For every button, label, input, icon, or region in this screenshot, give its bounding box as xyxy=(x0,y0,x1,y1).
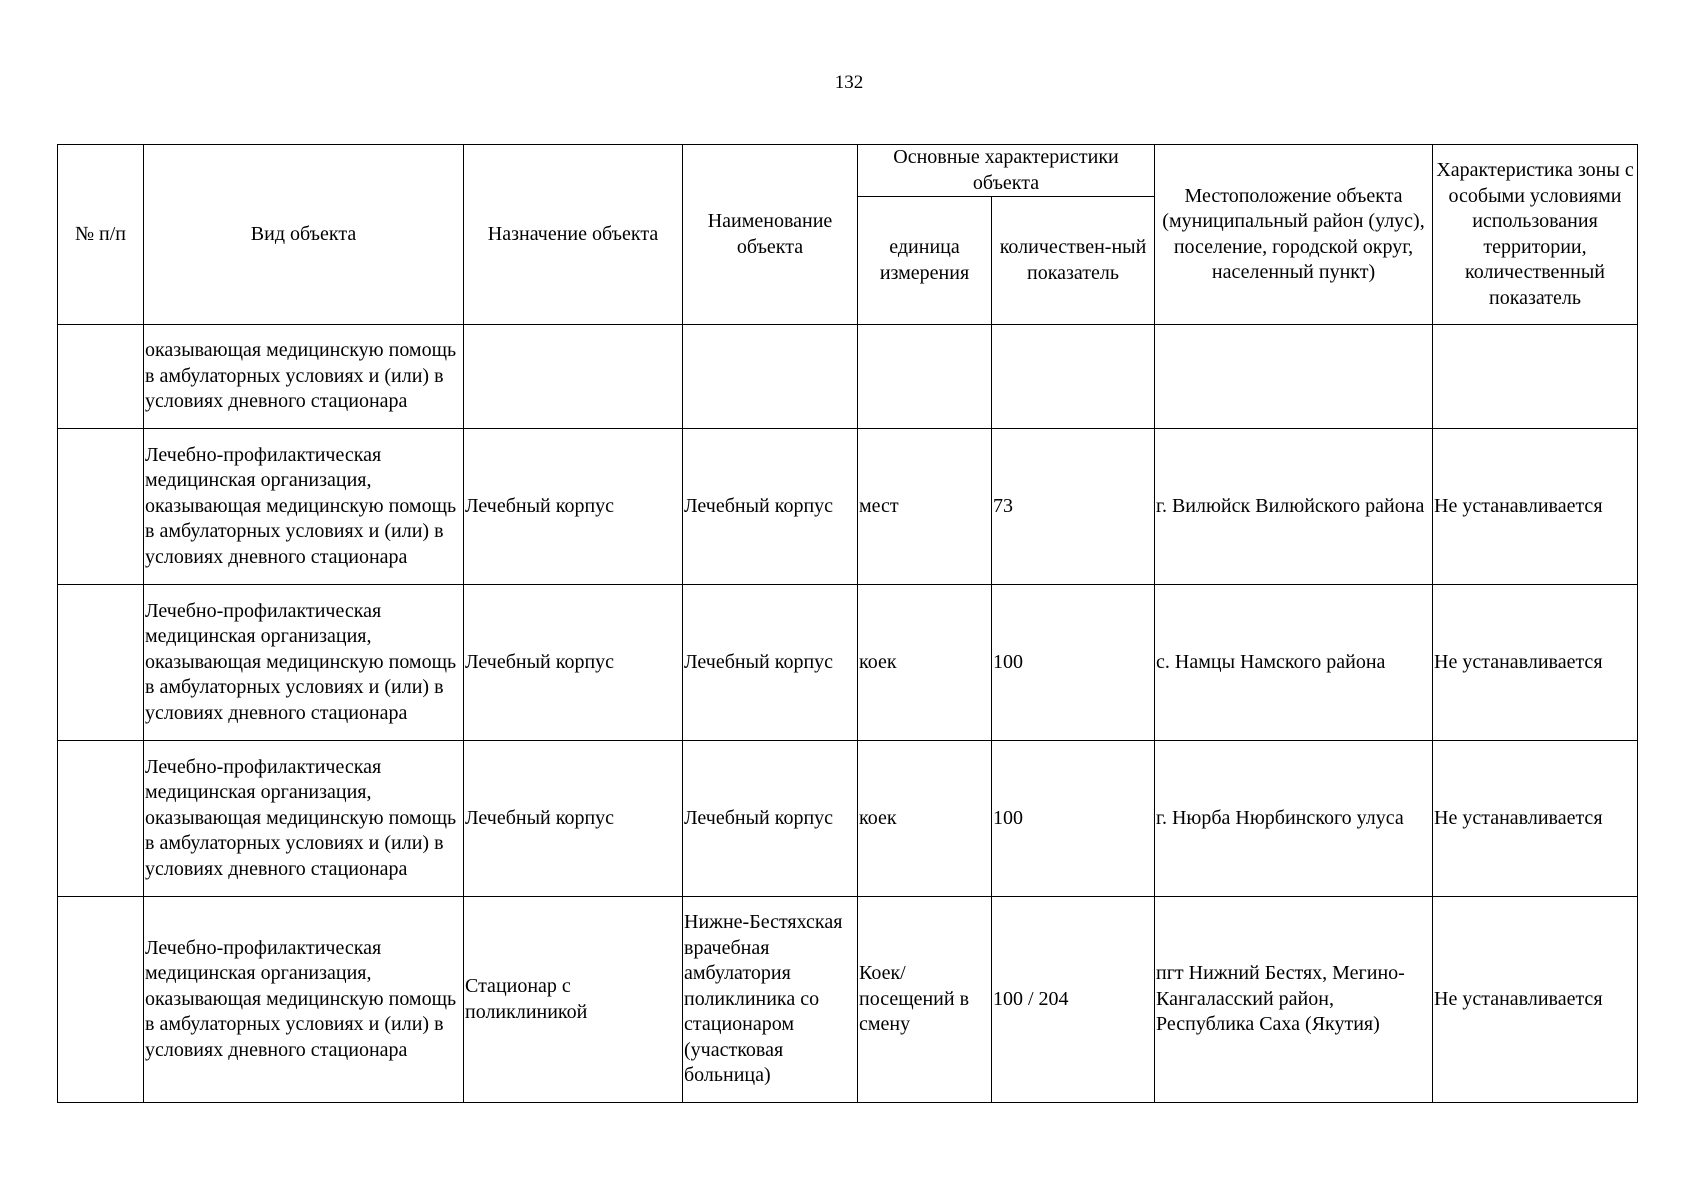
cell-quantity: 100 / 204 xyxy=(992,897,1155,1103)
cell-purpose: Лечебный корпус xyxy=(464,429,683,585)
cell-kind: Лечебно-профилактическая медицинская организация, оказывающая медицинскую помощь в амбулаторных условиях и (или) в условиях дневного стационара xyxy=(144,741,464,897)
cell-zone: Не устанавливается xyxy=(1433,585,1638,741)
cell-quantity: 100 xyxy=(992,741,1155,897)
cell-name: Лечебный корпус xyxy=(683,429,858,585)
cell-location: с. Намцы Намского района xyxy=(1155,585,1433,741)
objects-table xyxy=(57,144,1638,1103)
cell-quantity: 73 xyxy=(992,429,1155,585)
cell-purpose: Стационар с поликлиникой xyxy=(464,897,683,1103)
cell-name: Лечебный корпус xyxy=(683,741,858,897)
cell-purpose xyxy=(464,325,683,429)
cell-unit: коек xyxy=(858,741,992,897)
cell-kind: Лечебно-профилактическая медицинская организация, оказывающая медицинскую помощь в амбулаторных условиях и (или) в условиях дневного стационара xyxy=(144,897,464,1103)
cell-unit: коек xyxy=(858,585,992,741)
cell-zone: Не устанавливается xyxy=(1433,429,1638,585)
cell-num xyxy=(58,585,144,741)
header-unit: единица измерения xyxy=(858,197,992,325)
header-name: Наименование объекта xyxy=(683,145,858,325)
header-purpose: Назначение объекта xyxy=(464,145,683,325)
table-row xyxy=(58,741,1638,897)
cell-kind: Лечебно-профилактическая медицинская организация, оказывающая медицинскую помощь в амбулаторных условиях и (или) в условиях дневного стационара xyxy=(144,585,464,741)
cell-kind: оказывающая медицинскую помощь в амбулаторных условиях и (или) в условиях дневного стационара xyxy=(144,325,464,429)
cell-zone xyxy=(1433,325,1638,429)
table-row xyxy=(58,897,1638,1103)
cell-num xyxy=(58,429,144,585)
table-row xyxy=(58,429,1638,585)
cell-name: Нижне-Бестяхская врачебная амбулатория поликлиника со стационаром (участковая больница) xyxy=(683,897,858,1103)
cell-kind: Лечебно-профилактическая медицинская организация, оказывающая медицинскую помощь в амбулаторных условиях и (или) в условиях дневного стационара xyxy=(144,429,464,585)
cell-zone: Не устанавливается xyxy=(1433,741,1638,897)
cell-quantity: 100 xyxy=(992,585,1155,741)
table-body xyxy=(58,325,1638,1103)
header-num: № п/п xyxy=(58,145,144,325)
cell-name: Лечебный корпус xyxy=(683,585,858,741)
cell-name xyxy=(683,325,858,429)
cell-purpose: Лечебный корпус xyxy=(464,585,683,741)
header-main-characteristics: Основные характеристики объекта xyxy=(858,145,1155,197)
cell-location: пгт Нижний Бестях, Мегино-Кангаласский район, Республика Саха (Якутия) xyxy=(1155,897,1433,1103)
cell-location: г. Нюрба Нюрбинского улуса xyxy=(1155,741,1433,897)
header-kind: Вид объекта xyxy=(144,145,464,325)
cell-unit xyxy=(858,325,992,429)
table-row xyxy=(58,325,1638,429)
cell-num xyxy=(58,897,144,1103)
cell-purpose: Лечебный корпус xyxy=(464,741,683,897)
header-zone: Характеристика зоны с особыми условиями использования территории, количественный показатель xyxy=(1433,145,1638,325)
table-row xyxy=(58,585,1638,741)
cell-num xyxy=(58,741,144,897)
header-quantity: количествен-ный показатель xyxy=(992,197,1155,325)
cell-location: г. Вилюйск Вилюйского района xyxy=(1155,429,1433,585)
cell-location xyxy=(1155,325,1433,429)
header-location: Местоположение объекта (муниципальный район (улус), поселение, городской округ, населенный пункт) xyxy=(1155,145,1433,325)
cell-unit: Коек/посещений в смену xyxy=(858,897,992,1103)
cell-num xyxy=(58,325,144,429)
table-header xyxy=(58,145,1638,325)
cell-zone: Не устанавливается xyxy=(1433,897,1638,1103)
page-number: 132 xyxy=(834,72,864,93)
cell-unit: мест xyxy=(858,429,992,585)
cell-quantity xyxy=(992,325,1155,429)
